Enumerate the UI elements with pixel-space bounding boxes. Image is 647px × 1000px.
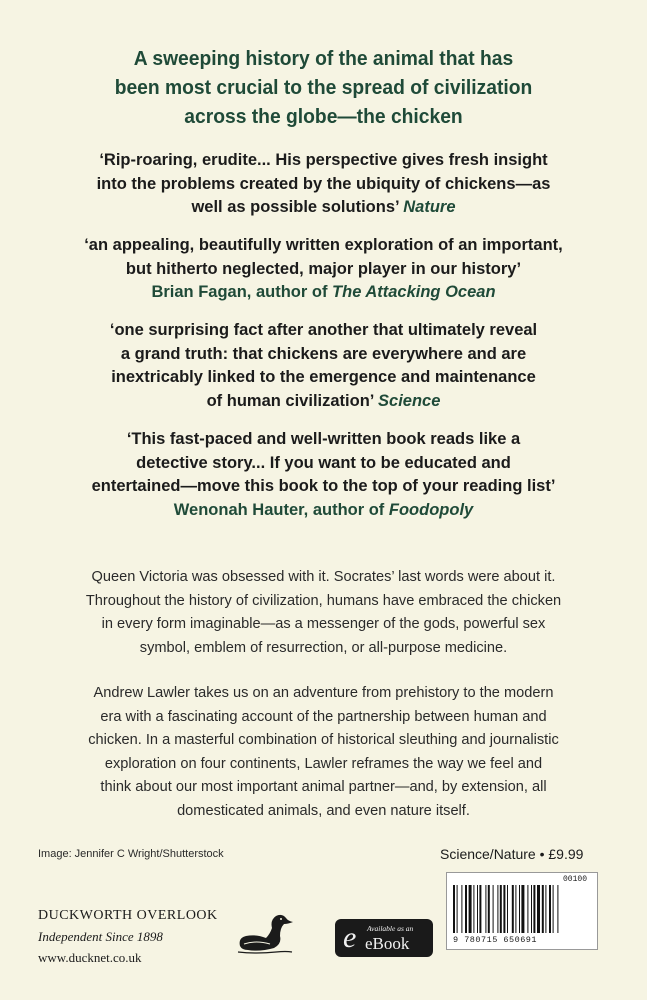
attribution-work: Foodopoly	[388, 500, 474, 519]
barcode-bar	[461, 885, 462, 933]
barcode-bar	[512, 885, 514, 933]
blurb-paragraph-2	[20, 682, 627, 823]
headline	[48, 44, 600, 131]
attribution-work: The Attacking Ocean	[332, 283, 496, 301]
blurb-line: Andrew Lawler takes us on an adventure from prehistory to the modern	[93, 685, 554, 701]
quote-line: ‘an appealing, beautifully written exploration of an important,	[84, 236, 563, 254]
quote-line: detective story... If you want to be educated and	[136, 453, 511, 472]
quote-line: into the problems created by the ubiquity of chickens—as	[96, 174, 551, 193]
quote-line: inextricably linked to the emergence and maintenance	[111, 368, 536, 386]
review-quote-fagan	[20, 234, 627, 305]
blurb-line: in every form imaginable—as a messenger of the gods, powerful sex	[101, 616, 546, 632]
barcode-bars-icon	[453, 877, 591, 933]
barcode-bar	[503, 885, 505, 933]
barcode-bar	[542, 885, 544, 933]
blurb-line: exploration on four continents, Lawler reframes the way we feel and	[104, 755, 543, 772]
barcode-bar	[521, 885, 524, 933]
barcode-bar	[473, 885, 474, 933]
ebook-available-text: Available as an	[367, 924, 414, 933]
barcode-bar	[469, 885, 472, 933]
barcode-bar	[477, 885, 478, 933]
blurb-line: symbol, emblem of resurrection, or all-purpose medicine.	[139, 639, 508, 656]
review-quote-hauter	[20, 428, 627, 522]
blurb-paragraph-1	[20, 566, 627, 660]
attribution-text: Wenonah Hauter, author of	[173, 500, 389, 519]
headline-line: across the globe—the chicken	[184, 105, 463, 128]
barcode-bar	[465, 885, 467, 933]
quote-attribution	[20, 281, 627, 305]
quote-attribution	[20, 499, 627, 523]
quote-line: entertained—move this book to the top of your reading list’	[91, 477, 556, 495]
barcode-bar	[500, 885, 502, 933]
barcode-bar	[531, 885, 532, 933]
barcode-bar	[488, 885, 490, 933]
quote-line-last	[20, 196, 627, 220]
barcode-isbn: 9 780715 650691	[453, 935, 538, 945]
barcode-bar	[485, 885, 486, 933]
barcode-bar	[519, 885, 520, 933]
blurb-line: Throughout the history of civilization, humans have embraced the chicken	[85, 592, 562, 609]
review-quote-nature	[20, 149, 627, 220]
category-price: Science/Nature • £9.99	[440, 846, 584, 862]
barcode-bar	[527, 885, 528, 933]
quote-line: but hitherto neglected, major player in our history’	[125, 259, 522, 278]
barcode-bar	[479, 885, 481, 933]
image-credit: Image: Jennifer C Wright/Shutterstock	[38, 848, 224, 860]
review-quote-science	[20, 319, 627, 413]
quote-text: of human civilization’	[206, 391, 379, 410]
publisher-name: DUCKWORTH OVERLOOK	[38, 908, 218, 923]
headline-line: been most crucial to the spread of civilization	[114, 76, 533, 99]
blurb-line: Queen Victoria was obsessed with it. Socrates’ last words were about it.	[91, 569, 556, 585]
attribution-text: Brian Fagan, author of	[151, 283, 333, 301]
barcode-bar	[537, 885, 540, 933]
barcode-bar	[549, 885, 551, 933]
publisher-url[interactable]: www.ducknet.co.uk	[38, 950, 142, 965]
ebook-word: eBook	[365, 934, 410, 953]
quote-line: ‘Rip-roaring, erudite... His perspective gives fresh insight	[99, 151, 548, 169]
duck-logo-icon	[236, 908, 294, 956]
barcode-bar	[507, 885, 508, 933]
blurb-line: think about our most important animal partner—and, by extension, all	[100, 779, 547, 795]
quote-line: ‘one surprising fact after another that ultimately reveal	[109, 321, 538, 339]
barcode-bar	[493, 885, 494, 933]
barcode-price-code: 00100	[562, 875, 587, 884]
headline-line: A sweeping history of the animal that has	[133, 47, 514, 70]
quote-source: Science	[378, 391, 441, 410]
barcode-bar	[497, 885, 498, 933]
barcode-bar	[453, 885, 455, 933]
publisher-tagline: Independent Since 1898	[38, 929, 163, 944]
quote-text: well as possible solutions’	[191, 198, 404, 216]
barcode-bar	[457, 885, 458, 933]
publisher-block	[38, 905, 218, 969]
barcode-bar	[545, 885, 546, 933]
barcode-bar	[553, 885, 554, 933]
barcode	[446, 872, 598, 950]
barcode-bar	[533, 885, 535, 933]
barcode-bar	[557, 885, 558, 933]
quote-source: Nature	[403, 198, 456, 216]
blurb-line: chicken. In a masterful combination of historical sleuthing and journalistic	[88, 732, 559, 748]
quote-line: ‘This fast-paced and well-written book reads like a	[126, 430, 521, 448]
blurb-line: domesticated animals, and even nature itself.	[177, 802, 470, 819]
blurb-line: era with a fascinating account of the partnership between human and	[100, 708, 547, 725]
barcode-bar	[515, 885, 516, 933]
ebook-badge	[335, 919, 433, 957]
quote-line-last	[20, 390, 627, 414]
quote-line: a grand truth: that chickens are everywhere and are	[120, 344, 527, 363]
ebook-letter: e	[343, 921, 357, 954]
